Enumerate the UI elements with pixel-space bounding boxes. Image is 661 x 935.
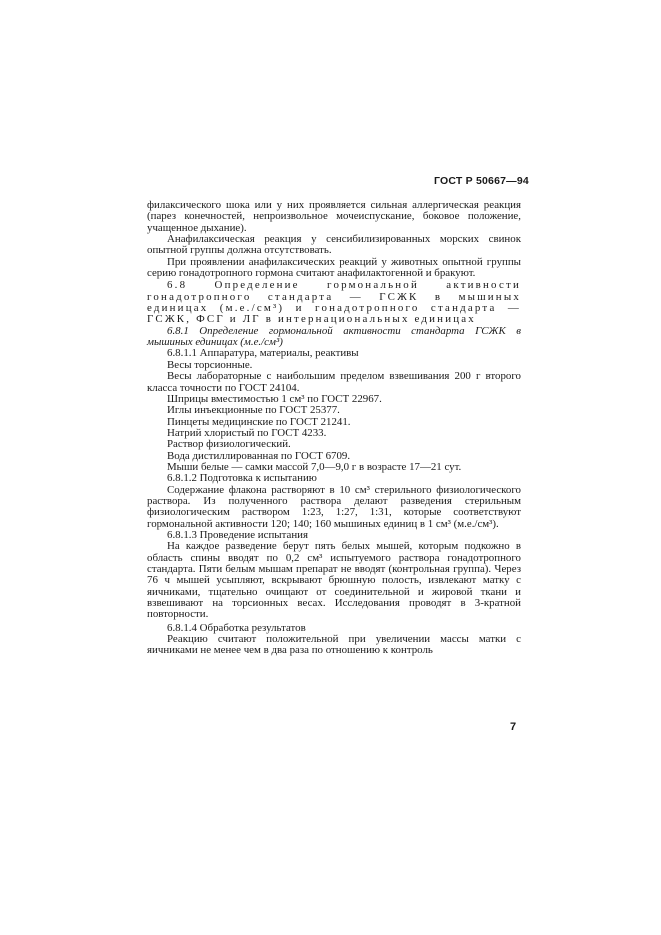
equipment-item: Шприцы вместимостью 1 см³ по ГОСТ 22967. <box>167 392 382 405</box>
paragraph-results: Реакцию считают положительной при увеличении массы матки с яичниками не менее чем в два раза по отношению к контроль <box>147 633 521 657</box>
section-6-8-1-heading: 6.8.1 Определение гормональной активности стандарта ГСЖК в мышиных единицах (м.е./см³) <box>147 324 521 349</box>
paragraph-preparation: Содержание флакона растворяют в 10 см³ стерильного физиологического раствора. Из полученного раствора делают разведения стерильным физиологическим раствором 1:23, 1:27, 1:31, которые соответствуют гормональной активности 120; 140; 160 мышиных единиц в 1 см³ (м.е./см³). <box>147 483 521 530</box>
equipment-item: Весы лабораторные с наибольшим пределом взвешивания 200 г второго класса точности по ГОСТ 24104. <box>147 370 521 394</box>
page-header-code: ГОСТ Р 50667—94 <box>434 175 529 187</box>
equipment-item: Иглы инъекционные по ГОСТ 25377. <box>167 404 340 417</box>
paragraph-anaphylaxis-absent: Анафилаксическая реакция у сенсибилизированных морских свинок опытной группы должна отсутствовать. <box>147 233 521 257</box>
section-6-8-heading: 6.8 Определение гормональной активности гонадотропного стандарта — ГСЖК в мышиных единицах (м.е./см³) и гонадотропного стандарта — ГСЖК, ФСГ и ЛГ в интернациональных единицах <box>147 279 521 326</box>
equipment-item: Натрий хлористый по ГОСТ 4233. <box>167 426 327 439</box>
equipment-item: Вода дистиллированная по ГОСТ 6709. <box>167 449 351 462</box>
equipment-item: Весы торсионные. <box>167 358 253 371</box>
section-6-8-1-3-heading: 6.8.1.3 Проведение испытания <box>167 528 308 541</box>
section-6-8-1-2-heading: 6.8.1.2 Подготовка к испытанию <box>167 472 317 485</box>
equipment-item: Пинцеты медицинские по ГОСТ 21241. <box>167 415 351 428</box>
paragraph-anaphylaxis-signs: филаксического шока или у них проявляется сильная аллергическая реакция (парез конечностей, непроизвольное мочеиспускание, боковое положение, учащенное дыхание). <box>147 199 521 234</box>
section-6-8-1-1-heading: 6.8.1.1 Аппаратура, материалы, реактивы <box>167 347 359 360</box>
equipment-item: Раствор физиологический. <box>167 438 291 451</box>
section-6-8-1-4-heading: 6.8.1.4 Обработка результатов <box>167 621 306 634</box>
document-body <box>147 200 521 657</box>
equipment-item: Мыши белые — самки массой 7,0—9,0 г в возрасте 17—21 сут. <box>167 460 462 473</box>
page-number: 7 <box>510 721 517 733</box>
paragraph-anaphylaxis-reject: При проявлении анафилаксических реакций у животных опытной группы серию гонадотропного гормона считают анафилактогенной и бракуют. <box>147 255 521 280</box>
paragraph-test-procedure: На каждое разведение берут пять белых мышей, которым подкожно в область спины вводят по 0,2 см³ испытуемого раствора гонадотропного стандарта. Пяти белым мышам препарат не вводят (контрольная группа). Через 76 ч мышей усыпляют, вскрывают брюшную полость, извлекают матку с яичниками, тщательно очищают от соединительной и жировой ткани и взвешивают на торсионных весах. Исследования проводят в 3-кратной повторности. <box>147 540 521 621</box>
